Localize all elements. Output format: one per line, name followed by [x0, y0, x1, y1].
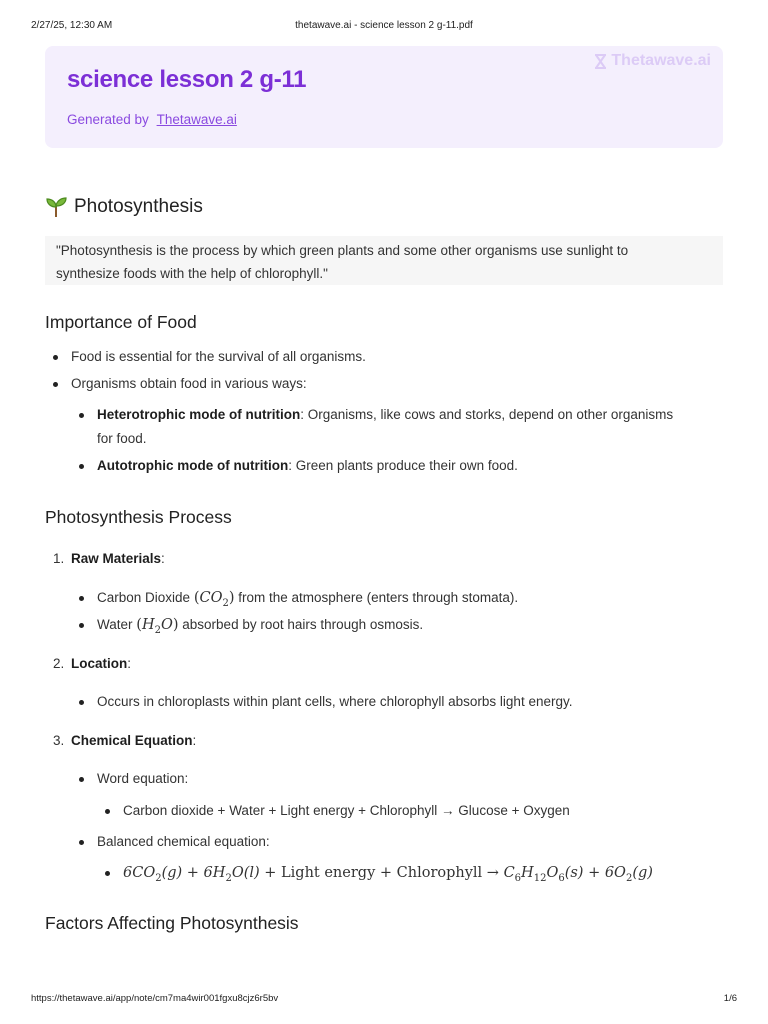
- bullet-icon: [79, 700, 84, 705]
- list-item-text: Word equation:: [97, 771, 189, 786]
- step-number: 2.: [53, 656, 65, 671]
- page-title: science lesson 2 g-11: [67, 66, 307, 93]
- bullet-icon: [53, 355, 58, 360]
- list-item: [97, 454, 518, 478]
- bullet-icon: [79, 623, 84, 628]
- heading-importance-of-food: Importance of Food: [45, 312, 197, 332]
- list-item-text: from the atmosphere (enters through stomata).: [234, 590, 519, 605]
- list-item-text: Organisms obtain food in various ways:: [71, 376, 307, 391]
- hourglass-icon: [594, 54, 607, 69]
- bullet-icon: [79, 413, 84, 418]
- print-header: [31, 20, 737, 34]
- thetawave-watermark: [594, 52, 711, 70]
- print-doc-title: thetawave.ai - science lesson 2 g-11.pdf: [295, 20, 473, 31]
- list-item: [97, 830, 270, 854]
- thetawave-link[interactable]: Thetawave.ai: [156, 112, 237, 127]
- word-equation: Carbon dioxide + Water + Light energy + Chlorophyll → Glucose + Oxygen: [123, 803, 570, 818]
- page-number: 1/6: [723, 993, 737, 1004]
- heading-factors: Factors Affecting Photosynthesis: [45, 913, 299, 933]
- bullet-icon: [53, 382, 58, 387]
- balanced-equation: $6CO_2(g) + 6H_2O(l)$ + Light energy + Chlorophyll → $C_6H_{12}O_6(s) + 6O_2(g)$: [123, 865, 653, 884]
- list-item-text: Occurs in chloroplasts within plant cells, where chlorophyll absorbs light energy.: [97, 694, 573, 709]
- step-number: 3.: [53, 733, 65, 748]
- step-title: Chemical Equation: [71, 733, 193, 748]
- term-description: : Organisms, like cows and storks, depend on other organisms: [300, 407, 674, 422]
- quote-line: "Photosynthesis is the process by which green plants and some other organisms use sunlight to: [56, 243, 629, 258]
- list-item-text: Carbon Dioxide: [97, 590, 194, 605]
- list-item: [71, 345, 366, 369]
- term: Heterotrophic mode of nutrition: [97, 407, 301, 422]
- watermark-text: Thetawave.ai: [611, 52, 711, 69]
- step-number: 1.: [53, 551, 65, 566]
- section-photosynthesis-heading: [45, 196, 203, 218]
- print-url: https://thetawave.ai/app/note/cm7ma4wir001fgxu8cjz6r5bv: [31, 993, 279, 1004]
- bullet-icon: [105, 809, 110, 814]
- list-item: [97, 690, 572, 714]
- list-item-text: Water: [97, 617, 137, 632]
- definition-quote: [45, 236, 723, 285]
- list-item-text: absorbed by root hairs through osmosis.: [178, 617, 424, 632]
- step-colon: :: [161, 551, 165, 566]
- bullet-icon: [105, 871, 110, 876]
- step-title: Location: [71, 656, 128, 671]
- generated-by-label: Generated by: [67, 112, 149, 127]
- title-banner: [45, 46, 723, 148]
- math-h2o: $(H_2O)$: [136, 617, 179, 636]
- quote-line: synthesize foods with the help of chlorophyll.": [56, 266, 328, 281]
- list-item: [97, 586, 518, 616]
- bullet-icon: [79, 840, 84, 845]
- numbered-step: [53, 731, 197, 751]
- list-item: [71, 372, 307, 396]
- list-item: [123, 799, 570, 823]
- print-footer: [31, 993, 737, 1007]
- step-colon: :: [192, 733, 197, 748]
- seedling-icon: [45, 196, 67, 218]
- heading-photosynthesis-process: Photosynthesis Process: [45, 507, 232, 527]
- bullet-icon: [79, 777, 84, 782]
- term: Autotrophic mode of nutrition: [97, 458, 289, 473]
- term-description: : Green plants produce their own food.: [288, 458, 518, 473]
- step-title: Raw Materials: [71, 551, 162, 566]
- print-datetime: 2/27/25, 12:30 AM: [31, 20, 113, 31]
- list-item: [97, 613, 423, 643]
- list-item: [97, 767, 188, 791]
- section-heading: Photosynthesis: [74, 196, 203, 217]
- list-item: [123, 861, 653, 891]
- bullet-icon: [79, 596, 84, 601]
- numbered-step: [53, 549, 165, 569]
- list-item-text: Balanced chemical equation:: [97, 834, 270, 849]
- step-colon: :: [127, 656, 132, 671]
- generated-by: [67, 112, 237, 127]
- term-description-cont: for food.: [97, 431, 147, 446]
- math-co2: $(CO_2)$: [193, 590, 235, 609]
- numbered-step: [53, 654, 132, 674]
- bullet-icon: [79, 464, 84, 469]
- list-item-text: Food is essential for the survival of all organisms.: [71, 349, 366, 364]
- list-item: [97, 403, 727, 451]
